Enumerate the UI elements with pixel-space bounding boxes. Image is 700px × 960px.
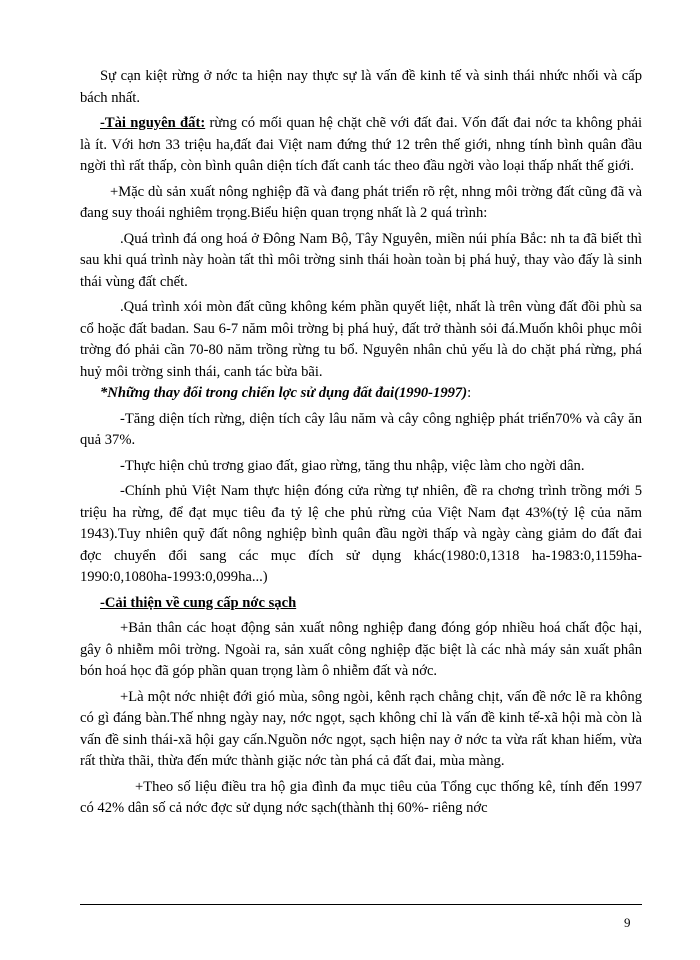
paragraph-9: -Chính phủ Việt Nam thực hiện đóng cửa rừng tự nhiên, đề ra chơng trình trồng mới 5 triệu ha rừng, để đạt mục tiêu đa tỷ lệ che phủ rừng của Việt Nam đạt 43%(tỷ lệ của năm 1943).Tuy nhiên quỹ đất nông nghiệp bình quân đầu ngời thấp và ngày càng giảm do đất đai đợc chuyển đổi sang các mục đích sử dụng khác(1980:0,1318 ha-1983:0,1159ha-1990:0,1080ha-1993:0,099ha...) [80,483,642,585]
paragraph-12: +Là một nớc nhiệt đới gió mùa, sông ngòi, kênh rạch chằng chịt, vấn đề nớc lẽ ra không có gì đáng bàn.Thế nhng ngày nay, nớc ngọt, sạch không chỉ là vấn đề kinh tế-xã hội mà còn là vấn đề sinh thái-xã hội gay cấn.Nguồn nớc ngọt, sạch hiện nay ở nớc ta vừa rất khan hiếm, vừa rất thừa thãi, thừa đến mức thành giặc nớc tàn phá cả đất đai, mùa màng. [80,688,642,769]
paragraph-8: -Thực hiện chủ trơng giao đất, giao rừng, tăng thu nhập, việc làm cho ngời dân. [120,457,585,474]
paragraph-6-tail: : [467,385,472,401]
paragraph-4: .Quá trình đá ong hoá ở Đông Nam Bộ, Tây Nguyên, miền núi phía Bắc: nh ta đã biết thì sau khi quá trình này hoàn tất thì môi trờng sinh thái hoàn toàn bị phá huỷ, thay vào đấy là sinh thái vùng đất chết. [80,230,642,290]
paragraph-2-body: rừng có mối quan hệ chặt chẽ với đất đai. Vốn đất đai nớc ta không phải là ít. Với hơn 33 triệu ha,đất đai Việt nam đứng thứ 12 trên thế giới, nhng tính bình quân đầu ngời thì rất thấp, còn bình quân diện tích đất canh tác theo đầu ngời vào loại thấp nhất thế giới. [80,115,643,174]
paragraph-1: Sự cạn kiệt rừng ở nớc ta hiện nay thực sự là vấn đề kinh tế và sinh thái nhức nhối và cấp bách nhất. [80,68,642,106]
paragraph-11: +Bản thân các hoạt động sản xuất nông nghiệp đang đóng góp nhiều hoá chất độc hại, gây ô nhiễm môi trờng. Ngoài ra, sản xuất công nghiệp đặc biệt là các nhà máy sản xuất phân bón hoá học đã góp phần quan trọng làm ô nhiễm đất và nớc. [80,620,642,679]
paragraph-3: +Mặc dù sản xuất nông nghiệp đã và đang phát triển rõ rệt, nhng môi trờng đất cũng đã và đang suy thoái nghiêm trọng.Biểu hiện quan trọng nhất là 2 quá trình: [80,183,642,221]
page-number: 9 [624,915,631,930]
section-heading-land-use-strategy: *Những thay đổi trong chiến lợc sử dụng đất đai(1990-1997) [100,385,468,401]
section-heading-water-supply: -Cải thiện về cung cấp nớc sạch [100,594,297,611]
section-heading-land-resources: -Tài nguyên đất: [100,115,206,131]
paragraph-5: .Quá trình xói mòn đất cũng không kém phần quyết liệt, nhất là trên vùng đất đồi phù sa cổ hoặc đất badan. Sau 6-7 năm môi trờng bị phá huỷ, đất trở thành sỏi đá.Muốn khôi phục môi trờng đó phải cần 70-80 năm trồng rừng tu bổ. Nguyên nhân chủ yếu là do chặt phá rừng, phá huỷ môi trờng sinh thái, canh tác bừa bãi. [80,299,642,380]
document-page [80,66,642,820]
paragraph-2 [80,113,642,178]
footer-divider [80,904,642,905]
paragraph-7: -Tăng diện tích rừng, diện tích cây lâu năm và cây công nghiệp phát triển70% và cây ăn quả 37%. [80,410,642,448]
paragraph-6 [80,383,642,405]
paragraph-13: +Theo số liệu điều tra hộ gia đình đa mục tiêu của Tổng cục thống kê, tính đến 1997 có 42% dân số cả nớc đợc sử dụng nớc sạch(thành thị 60%- riêng nớc [80,778,642,816]
paragraph-10 [80,593,642,615]
